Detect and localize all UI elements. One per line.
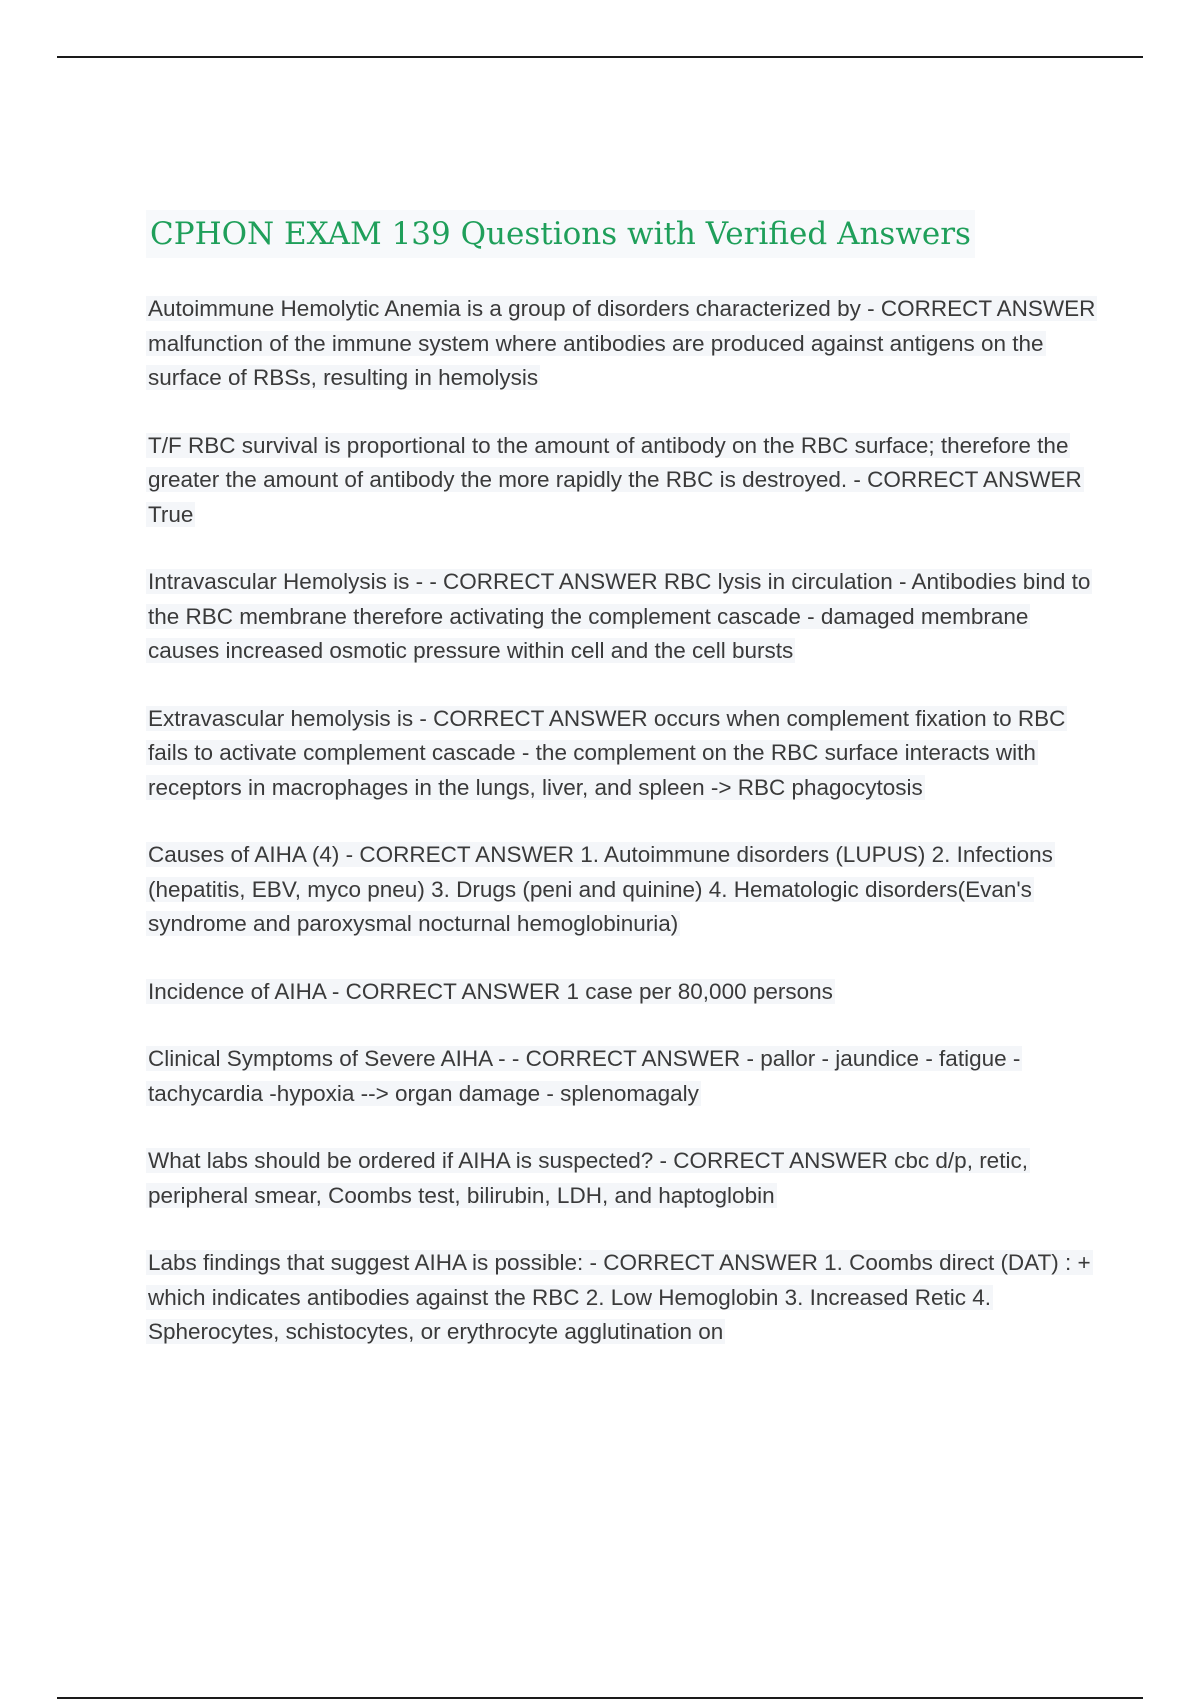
qa-item <box>146 429 1096 533</box>
qa-list <box>146 292 1096 1383</box>
qa-item <box>146 702 1096 806</box>
bottom-rule <box>57 1697 1143 1699</box>
qa-item <box>146 565 1096 669</box>
qa-item <box>146 1144 1096 1213</box>
qa-item <box>146 292 1096 396</box>
qa-item-text: Incidence of AIHA - CORRECT ANSWER 1 case per 80,000 persons <box>148 978 833 1004</box>
qa-item-text: Clinical Symptoms of Severe AIHA - - CORRECT ANSWER - pallor - jaundice - fatigue - tachycardia -hypoxia --> organ damage - splenomagaly <box>148 1046 1021 1106</box>
document-title: CPHON EXAM 139 Questions with Verified Answers <box>146 210 975 258</box>
qa-item-text: Intravascular Hemolysis is - - CORRECT ANSWER RBC lysis in circulation - Antibodies bind to the RBC membrane therefore activating the complement cascade - damaged membrane causes increased osmotic pressure within cell and the cell bursts <box>148 569 1091 663</box>
qa-item-text: T/F RBC survival is proportional to the amount of antibody on the RBC surface; therefore the greater the amount of antibody the more rapidly the RBC is destroyed. - CORRECT ANSWER True <box>148 432 1082 527</box>
qa-item-text: Autoimmune Hemolytic Anemia is a group of disorders characterized by - CORRECT ANSWER malfunction of the immune system where antibodies are produced against antigens on the surface of RBSs, resulting in hemolysis <box>148 296 1096 390</box>
qa-item <box>146 1246 1096 1350</box>
qa-item <box>146 838 1096 942</box>
qa-item-text: Extravascular hemolysis is - CORRECT ANSWER occurs when complement fixation to RBC fails to activate complement cascade - the complement on the RBC surface interacts with receptors in macrophages in the lungs, liver, and spleen -> RBC phagocytosis <box>148 705 1066 800</box>
qa-item-text: Causes of AIHA (4) - CORRECT ANSWER 1. Autoimmune disorders (LUPUS) 2. Infections (hepatitis, EBV, myco pneu) 3. Drugs (peni and quinine) 4. Hematologic disorders(Evan's syndrome and paroxysmal nocturnal hemoglobinuria) <box>148 842 1053 936</box>
qa-item-text: Labs findings that suggest AIHA is possible: - CORRECT ANSWER 1. Coombs direct (DAT) : + which indicates antibodies against the RBC 2. Low Hemoglobin 3. Increased Retic 4. Spherocytes, schistocytes, or erythrocyte agglutination on <box>148 1250 1091 1344</box>
top-rule <box>57 56 1143 58</box>
qa-item-text: What labs should be ordered if AIHA is suspected? - CORRECT ANSWER cbc d/p, retic, peripheral smear, Coombs test, bilirubin, LDH, and haptoglobin <box>148 1148 1028 1208</box>
qa-item <box>146 1042 1096 1111</box>
qa-item <box>146 975 1096 1010</box>
